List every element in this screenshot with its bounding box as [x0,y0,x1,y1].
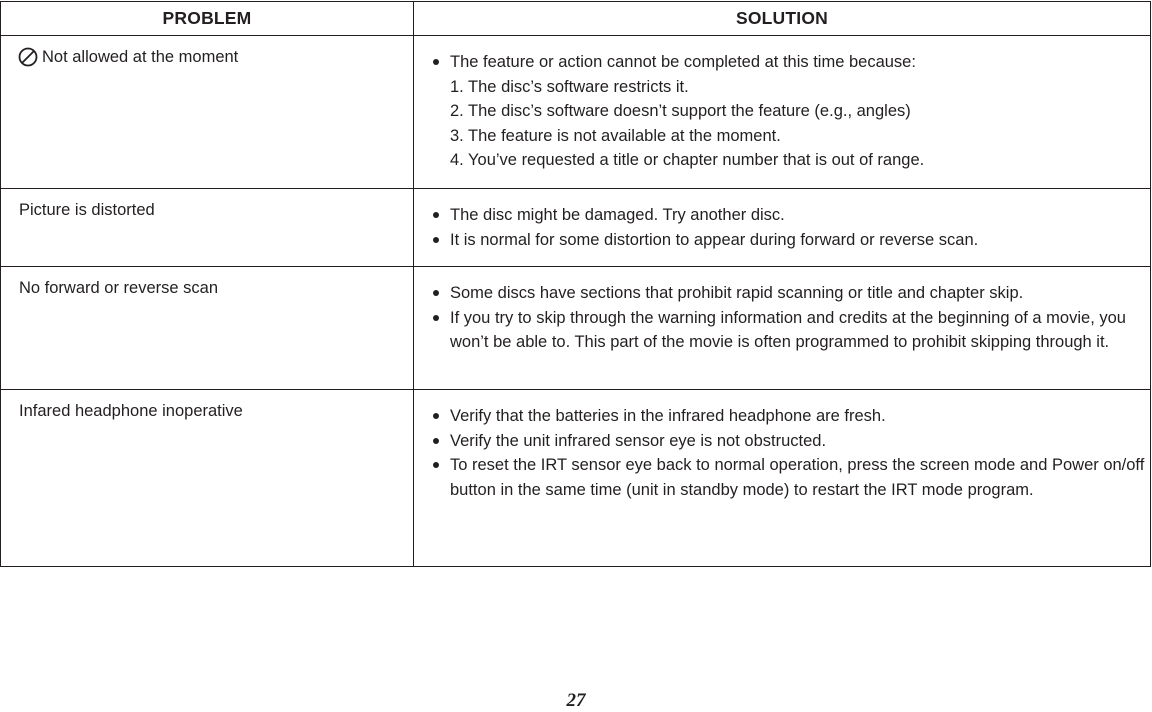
solution-bullet: If you try to skip through the warning information and credits at the beginning of a movie, you won’t be able to. This part of the movie is often programmed to prohibit skipping through it. [432,306,1150,355]
solution-cell [414,390,1151,567]
problem-text: Infared headphone inoperative [19,402,243,420]
problem-text: Picture is distorted [19,201,155,219]
solution-bullet: Verify the unit infrared sensor eye is not obstructed. [432,429,1150,454]
solution-bullet: It is normal for some distortion to appear during forward or reverse scan. [432,228,1150,253]
solution-subitem: 3. The feature is not available at the moment. [450,126,781,145]
problem-text: No forward or reverse scan [19,279,218,297]
solution-subitem: 1. The disc’s software restricts it. [450,77,689,96]
solution-bullet: The feature or action cannot be completed at this time because: [432,50,1150,75]
solution-bullet: The disc might be damaged. Try another disc. [432,203,1150,228]
problem-cell [1,36,414,189]
table-row [1,390,1151,567]
solution-bullet: Some discs have sections that prohibit rapid scanning or title and chapter skip. [432,281,1150,306]
solution-cell [414,36,1151,189]
page-number: 27 [566,690,586,711]
prohibited-icon [18,47,38,67]
troubleshooting-table [0,1,1151,567]
problem-cell [1,189,414,267]
solution-bullet: To reset the IRT sensor eye back to normal operation, press the screen mode and Power on/off button in the same time (unit in standby mode) to restart the IRT mode program. [432,453,1150,502]
header-row [1,2,1151,36]
problem-text: Not allowed at the moment [42,48,239,66]
table-row [1,189,1151,267]
solution-bullet: Verify that the batteries in the infrared headphone are fresh. [432,404,1150,429]
problem-cell [1,267,414,390]
solution-cell [414,267,1151,390]
table-row [1,36,1151,189]
solution-cell [414,189,1151,267]
problem-cell [1,390,414,567]
solution-header: SOLUTION [414,2,1151,36]
solution-subitem: 2. The disc’s software doesn’t support the feature (e.g., angles) [450,102,911,120]
solution-subitem: 4. You’ve requested a title or chapter number that is out of range. [450,151,925,169]
problem-header: PROBLEM [1,2,414,36]
table-row [1,267,1151,390]
